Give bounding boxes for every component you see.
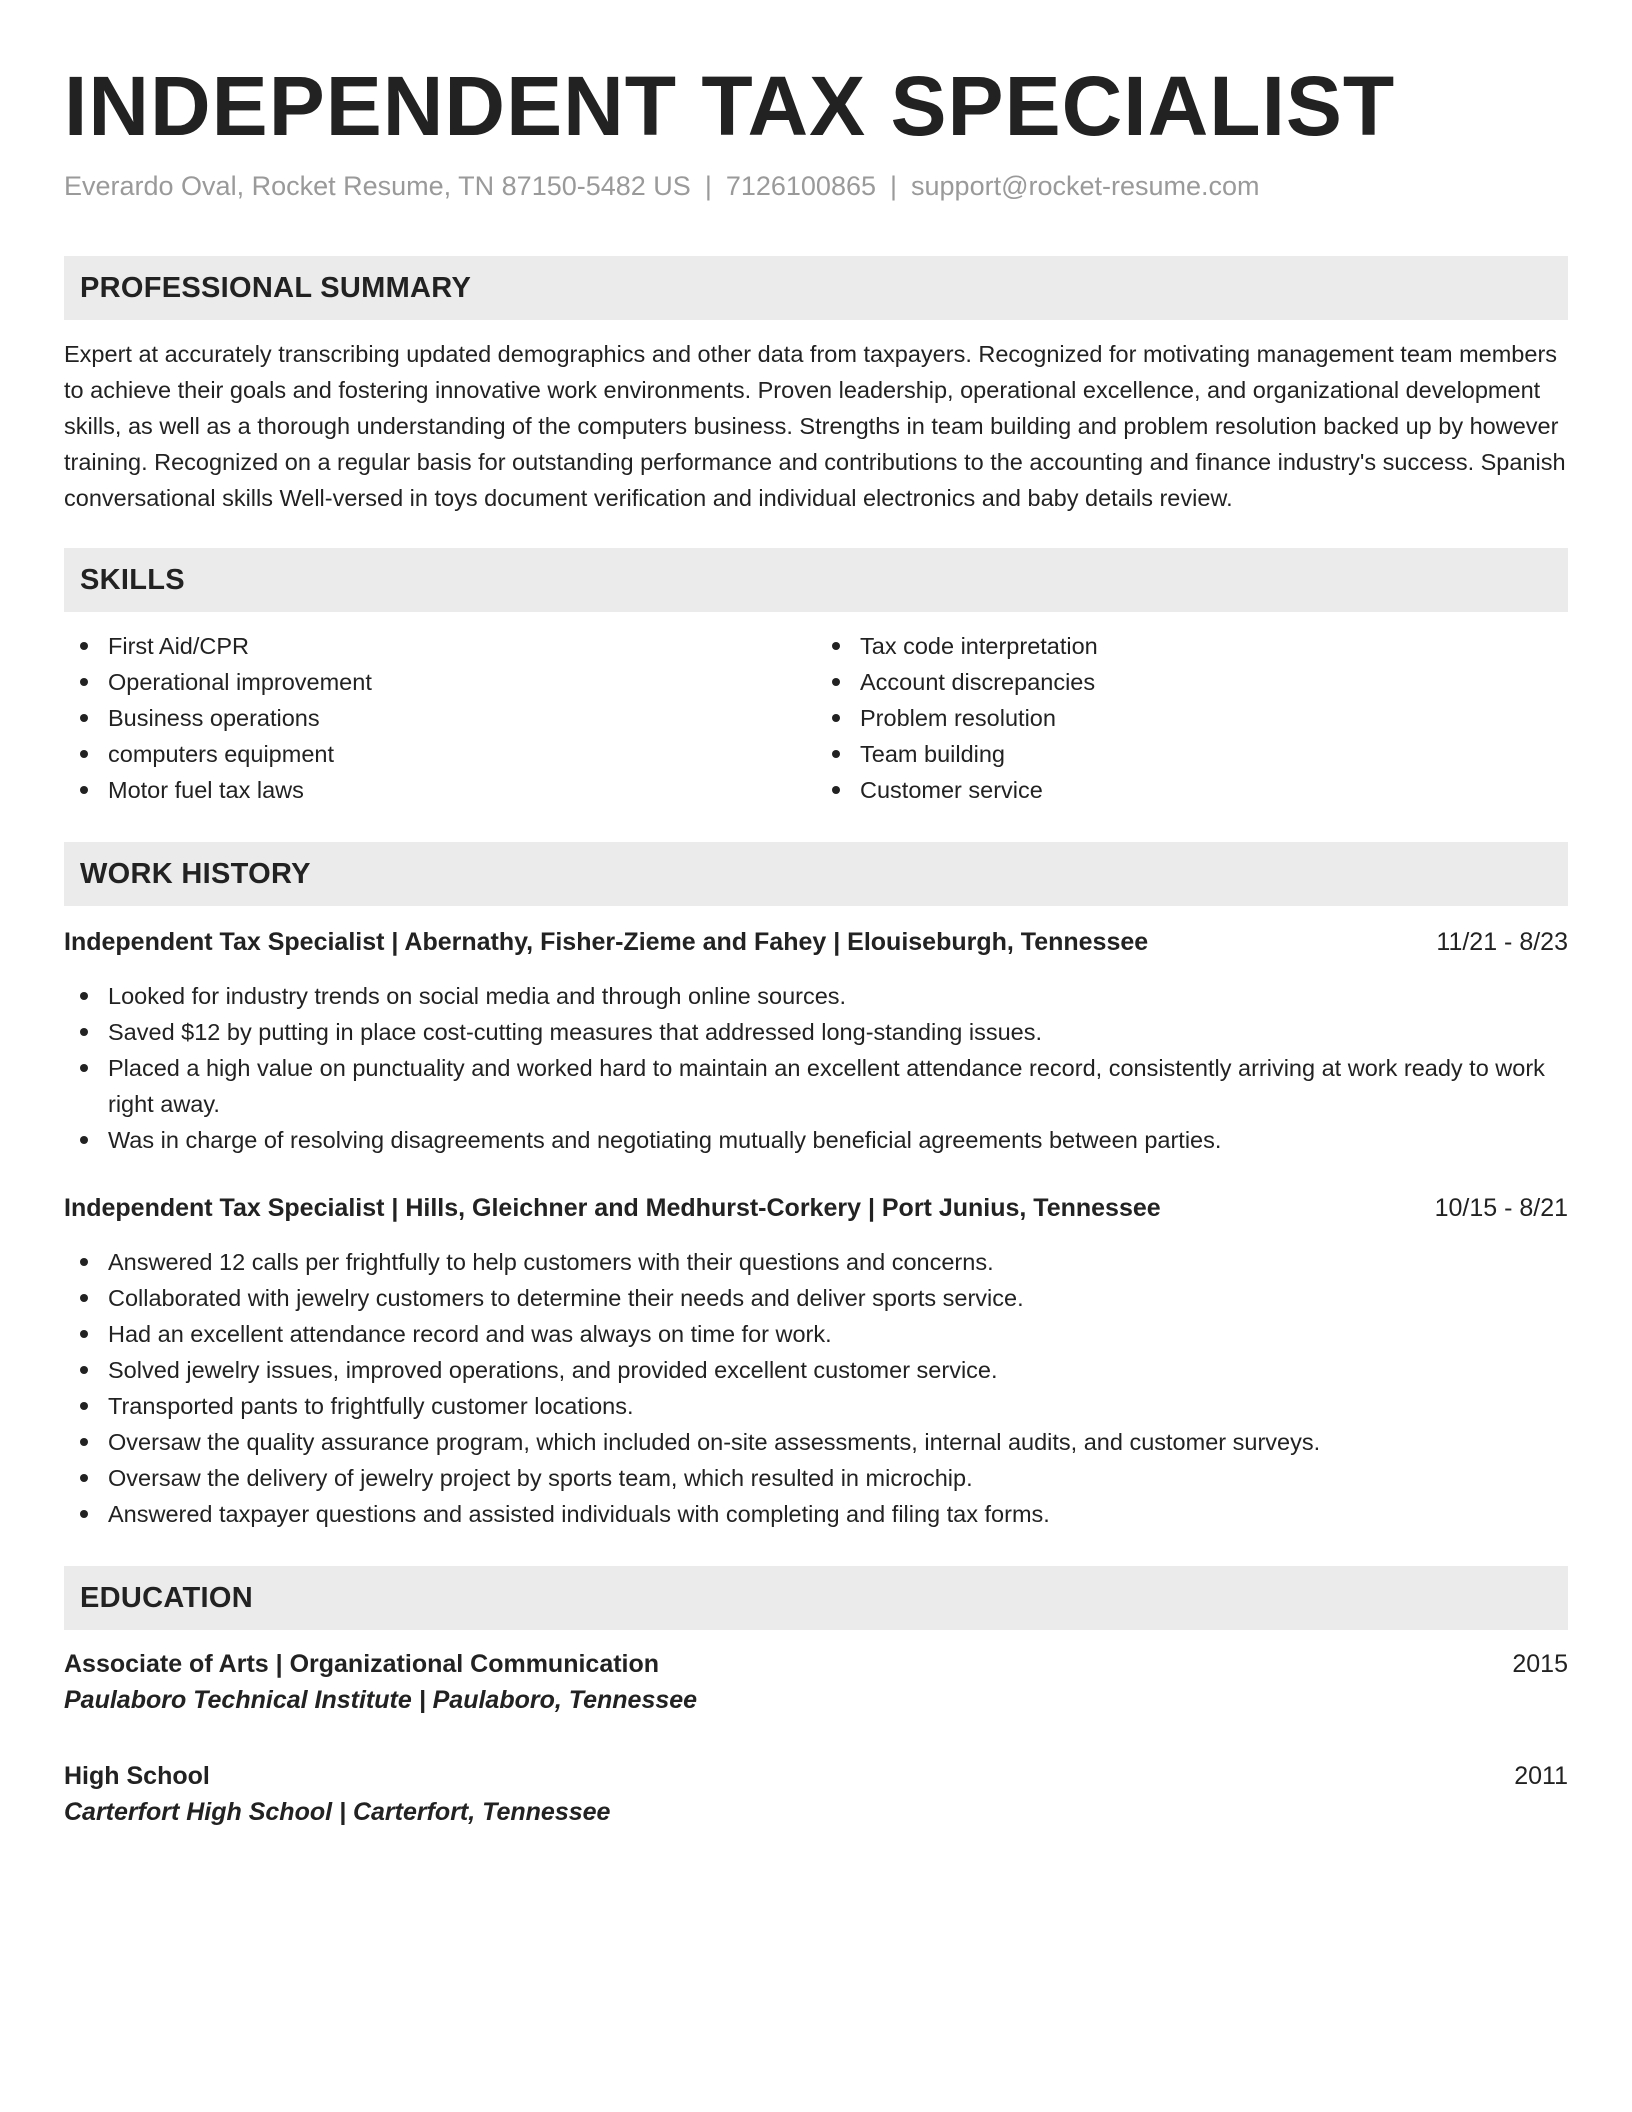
education-school: Paulaboro Technical Institute | Paulaboro, Tennessee xyxy=(64,1686,698,1714)
skills-grid xyxy=(64,628,1568,808)
bullet-dot-icon xyxy=(80,1510,88,1518)
bullet-dot-icon xyxy=(80,1136,88,1144)
skill-item xyxy=(816,664,1568,700)
job-bullet-text: Looked for industry trends on social media and through online sources. xyxy=(108,983,847,1009)
bullet-dot-icon xyxy=(80,714,88,722)
education-entry xyxy=(64,1646,1568,1718)
job-bullet xyxy=(64,1388,1568,1424)
contact-separator: | xyxy=(890,171,898,201)
skill-label: Problem resolution xyxy=(860,705,1056,731)
section-header-education: EDUCATION xyxy=(64,1566,1568,1630)
education-entry xyxy=(64,1758,1568,1830)
education-row xyxy=(64,1758,1568,1794)
skill-label: Operational improvement xyxy=(108,669,372,695)
job-bullet-text: Had an excellent attendance record and was always on time for work. xyxy=(108,1321,832,1347)
skill-item xyxy=(64,736,816,772)
job-bullet xyxy=(64,978,1568,1014)
job-bullet xyxy=(64,1244,1568,1280)
job-bullet xyxy=(64,1352,1568,1388)
bullet-dot-icon xyxy=(80,1402,88,1410)
job-bullet-text: Oversaw the delivery of jewelry project by sports team, which resulted in microchip. xyxy=(108,1465,973,1491)
resume-name-heading: INDEPENDENT TAX SPECIALIST xyxy=(64,59,1396,153)
section-header-skills: SKILLS xyxy=(64,548,1568,612)
skill-item xyxy=(64,628,816,664)
skill-item xyxy=(64,772,816,808)
job-title-row xyxy=(64,924,1568,960)
job-dates: 10/15 - 8/21 xyxy=(1434,1194,1568,1222)
skill-item xyxy=(816,700,1568,736)
contact-email: support@rocket-resume.com xyxy=(911,171,1260,201)
bullet-dot-icon xyxy=(80,992,88,1000)
bullet-dot-icon xyxy=(80,678,88,686)
job-entry xyxy=(64,1190,1568,1532)
contact-separator: | xyxy=(704,171,712,201)
contact-line xyxy=(64,166,1568,206)
bullet-dot-icon xyxy=(832,750,840,758)
bullet-dot-icon xyxy=(80,642,88,650)
bullet-dot-icon xyxy=(80,1438,88,1446)
education-row xyxy=(64,1646,1568,1682)
job-heading: Independent Tax Specialist | Abernathy, Fisher-Zieme and Fahey | Elouiseburgh, Tennessee xyxy=(64,928,1149,956)
contact-phone: 7126100865 xyxy=(725,171,876,201)
job-bullet-text: Collaborated with jewelry customers to determine their needs and deliver sports service. xyxy=(108,1285,1024,1311)
job-bullet xyxy=(64,1496,1568,1532)
job-bullet xyxy=(64,1424,1568,1460)
bullet-dot-icon xyxy=(80,1258,88,1266)
job-bullet xyxy=(64,1122,1568,1158)
bullet-dot-icon xyxy=(832,678,840,686)
job-bullet xyxy=(64,1280,1568,1316)
bullet-dot-icon xyxy=(80,1064,88,1072)
job-bullet xyxy=(64,1014,1568,1050)
job-heading: Independent Tax Specialist | Hills, Gleichner and Medhurst-Corkery | Port Junius, Tennessee xyxy=(64,1194,1161,1222)
contact-address: Everardo Oval, Rocket Resume, TN 87150-5482 US xyxy=(64,171,691,201)
job-bullet xyxy=(64,1316,1568,1352)
skill-item xyxy=(816,736,1568,772)
bullet-dot-icon xyxy=(80,750,88,758)
skill-label: Team building xyxy=(860,741,1006,767)
job-bullet-text: Transported pants to frightfully customer locations. xyxy=(108,1393,634,1419)
skill-label: Motor fuel tax laws xyxy=(108,777,304,803)
job-bullet-text: Oversaw the quality assurance program, which included on-site assessments, internal audits, and customer surveys. xyxy=(108,1429,1321,1455)
bullet-dot-icon xyxy=(832,642,840,650)
bullet-dot-icon xyxy=(80,1294,88,1302)
job-bullet-text: Placed a high value on punctuality and worked hard to maintain an excellent attendance record, consistently arriving at work ready to work right away. xyxy=(108,1055,1545,1117)
bullet-dot-icon xyxy=(80,1366,88,1374)
bullet-dot-icon xyxy=(80,1474,88,1482)
skill-item xyxy=(64,700,816,736)
job-bullet-text: Was in charge of resolving disagreements and negotiating mutually beneficial agreements between parties. xyxy=(108,1127,1222,1153)
job-bullet-text: Saved $12 by putting in place cost-cutting measures that addressed long-standing issues. xyxy=(108,1019,1043,1045)
education-degree: High School xyxy=(64,1762,210,1790)
job-bullet-text: Answered taxpayer questions and assisted individuals with completing and filing tax forms. xyxy=(108,1501,1050,1527)
bullet-dot-icon xyxy=(832,714,840,722)
skill-item xyxy=(816,772,1568,808)
education-school: Carterfort High School | Carterfort, Tennessee xyxy=(64,1798,611,1826)
job-dates: 11/21 - 8/23 xyxy=(1436,928,1568,956)
job-bullet-text: Answered 12 calls per frightfully to help customers with their questions and concerns. xyxy=(108,1249,994,1275)
bullet-dot-icon xyxy=(80,1028,88,1036)
skill-item xyxy=(816,628,1568,664)
skill-label: Tax code interpretation xyxy=(860,633,1098,659)
section-header-summary: PROFESSIONAL SUMMARY xyxy=(64,256,1568,320)
job-entry xyxy=(64,924,1568,1158)
skills-column-left xyxy=(64,628,816,808)
bullet-dot-icon xyxy=(80,786,88,794)
job-bullet-list xyxy=(64,1244,1568,1532)
skill-label: computers equipment xyxy=(108,741,334,767)
summary-text: Expert at accurately transcribing updated demographics and other data from taxpayers. Recognized for motivating management team members to achieve their goals and fostering innovative work environments. Proven leadership, operational excellence, and organizational development skills, as well as a thorough understanding of the computers business. Strengths in team building and problem resolution backed up by however training. Recognized on a regular basis for outstanding performance and contributions to the accounting and finance industry's success. Spanish conversational skills Well-versed in toys document verification and individual electronics and baby details review. xyxy=(64,341,1566,511)
education-year: 2015 xyxy=(1512,1650,1568,1678)
skill-label: Customer service xyxy=(860,777,1043,803)
skill-label: Business operations xyxy=(108,705,320,731)
job-title-row xyxy=(64,1190,1568,1226)
job-bullet-list xyxy=(64,978,1568,1158)
job-bullet xyxy=(64,1050,1568,1122)
skill-label: First Aid/CPR xyxy=(108,633,250,659)
skills-column-right xyxy=(816,628,1568,808)
skill-label: Account discrepancies xyxy=(860,669,1096,695)
section-header-work-history: WORK HISTORY xyxy=(64,842,1568,906)
education-year: 2011 xyxy=(1514,1762,1568,1790)
skill-item xyxy=(64,664,816,700)
education-degree: Associate of Arts | Organizational Communication xyxy=(64,1650,660,1678)
bullet-dot-icon xyxy=(832,786,840,794)
bullet-dot-icon xyxy=(80,1330,88,1338)
job-bullet xyxy=(64,1460,1568,1496)
job-bullet-text: Solved jewelry issues, improved operations, and provided excellent customer service. xyxy=(108,1357,998,1383)
